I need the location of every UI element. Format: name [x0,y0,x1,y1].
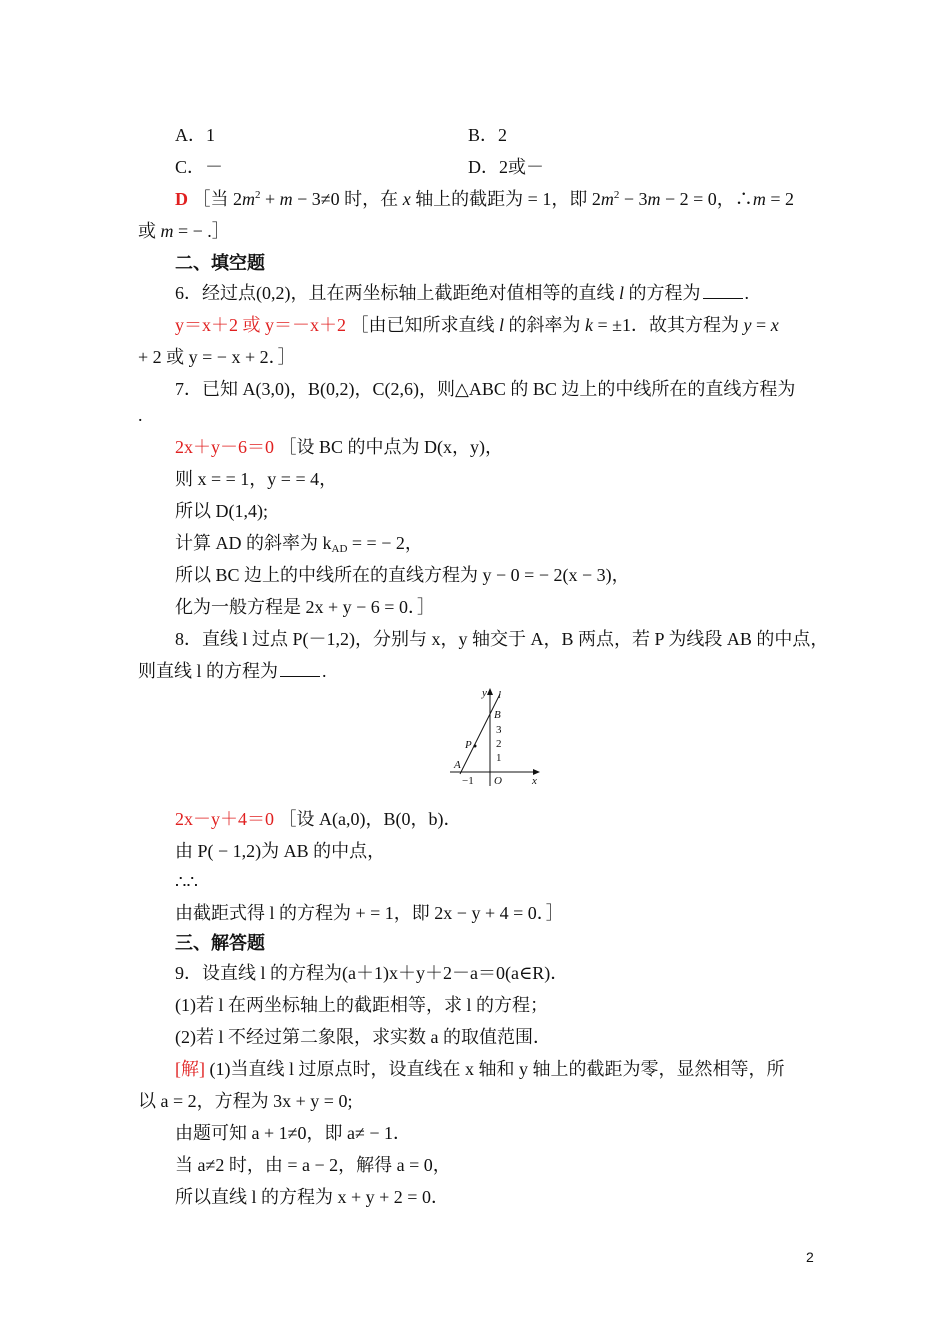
tick-minus-1: −1 [462,775,474,787]
q5-answer-text: = 2 [765,189,794,209]
q7-answer-subscript: AD [331,543,348,555]
q5-option-b: B．2 [468,125,508,145]
q8-stem-text: . [322,661,327,681]
q9-solution-text: (1)当直线 l 过原点时，设直线在 x 轴和 y 轴上的截距为零，显然相等，所 [209,1059,785,1079]
q6-stem: 6．经过点(0,2)，且在两坐标轴上截距绝对值相等的直线 l 的方程为 . [175,283,750,303]
label-x: x [532,775,537,787]
q5-answer-text: − 2 = 0，∴ [660,189,753,209]
q6-answer-line1: y＝x＋2 或 y＝－x＋2 ［由已知所求直线 l 的斜率为 k = ±1．故其方程为 y = x [175,315,779,335]
q7-answer-line2: 则 x = = 1，y = = 4， [175,469,338,489]
label-p: P [465,739,472,751]
q5-answer-text: + [260,189,280,209]
label-b: B [494,709,501,721]
q7-answer-text: = = − 2， [347,533,423,553]
q6-answer-text: = [751,315,771,335]
q8-answer-red: 2x－y＋4＝0 [175,809,274,829]
q5-answer-text: ［当 2 [192,189,242,209]
q5-answer-text: 或 [138,221,161,241]
q6-answer-line2: + 2 或 y = − x + 2．］ [138,347,296,367]
label-y: y [482,687,487,699]
q9-solution-line1 [175,1058,785,1080]
label-origin: O [494,775,502,787]
q9-solution-line5: 所以直线 l 的方程为 x + y + 2 = 0． [175,1187,449,1207]
q8-answer-line3: ∴∴ [175,872,198,892]
tick-2: 2 [496,738,502,750]
q8-answer-text: ［设 A(a,0)，B(0，b)． [278,809,462,829]
line-l [460,694,500,774]
q5-option-a: A．1 [175,125,215,145]
page-number: 2 [806,1249,814,1265]
q5-answer-letter: D [175,189,188,209]
q7-answer-line5: 所以 BC 边上的中线所在的直线方程为 y − 0 = − 2(x − 3)， [175,565,630,585]
q7-answer-line6: 化为一般方程是 2x + y − 6 = 0．］ [175,597,435,617]
q9-solution-line2: 以 a = 2，方程为 3x + y = 0; [138,1091,353,1111]
answer-blank [280,662,320,677]
tick-1: 1 [496,752,502,764]
q7-stem-tail: . [138,405,143,425]
q9-stem: 9．设直线 l 的方程为(a＋1)x＋y＋2－a＝0(a∈R)． [175,963,569,983]
q8-stem-line1: 8．直线 l 过点 P(－1,2)，分别与 x，y 轴交于 A，B 两点，若 P 为线段 AB 的中点， [175,629,829,649]
y-axis-arrow-icon [487,688,493,695]
q5-answer-text: − 3 [619,189,648,209]
q9-solution-tag: [解] [175,1059,205,1079]
q9-part2: (2)若 l 不经过第二象限，求实数 a 的取值范围． [175,1027,551,1047]
q7-answer-text: 计算 AD 的斜率为 k [175,533,332,553]
q6-answer-text: 的斜率为 [504,315,586,335]
answer-blank [703,284,743,299]
q5-answer-line1: D ［当 $2m^2 + m - 3\ne 0$ 时，在 x 轴上的截距为 = 1，即 $2m^2 - 3m - 2 = 0$，∴m = 2 [175,189,794,209]
section-heading-fill-blank: 二、填空题 [175,253,265,273]
q6-stem-text: 的方程为 [624,283,701,303]
q8-stem-text: 则直线 l 的方程为 [138,661,279,681]
q6-answer-text: ［由已知所求直线 [350,315,499,335]
q8-answer-line2: 由 P( − 1,2)为 AB 的中点， [175,841,386,861]
q7-stem: 7．已知 A(3,0)，B(0,2)，C(2,6)，则△ABC 的 BC 边上的中线所在的直线方程为 [175,379,796,399]
section-heading-solutions: 三、解答题 [175,933,265,953]
q9-part1: (1)若 l 在两坐标轴上的截距相等，求 l 的方程； [175,995,548,1015]
q7-answer-red: 2x＋y－6＝0 [175,437,274,457]
q6-answer-red: y＝x＋2 或 y＝－x＋2 [175,315,346,335]
label-a: A [454,759,461,771]
q6-stem-text: . [744,283,750,303]
q8-answer-line4: 由截距式得 l 的方程为 + = 1，即 2x − y + 4 = 0．］ [175,903,564,923]
q7-answer-line3: 所以 D(1,4); [175,501,268,521]
q5-answer-line2: 或 m = − .］ [138,221,230,241]
q5-answer-text: = − .］ [173,221,230,241]
q5-answer-text: − 3≠0 时，在 [292,189,403,209]
tick-3: 3 [496,724,502,736]
label-l: l [498,689,502,701]
q6-answer-text: = ±1．故其方程为 [593,315,744,335]
q8-coordinate-figure [448,686,548,792]
q8-answer-line1 [175,808,461,830]
q7-answer-line1 [175,436,503,458]
q5-option-c: C．－ [175,157,224,177]
q9-solution-line3: 由题可知 a + 1≠0，即 a≠ − 1． [175,1123,412,1143]
q6-stem-text: 6．经过点(0,2)，且在两坐标轴上截距绝对值相等的直线 [175,283,619,303]
q9-solution-line4: 当 a≠2 时，由 = a − 2，解得 a = 0， [175,1155,451,1175]
q7-answer-text: ［设 BC 的中点为 D(x，y)， [278,437,503,457]
q8-stem-line2 [138,660,327,682]
q7-answer-line4 [175,532,423,554]
q5-option-d: D．2或－ [468,157,544,177]
q5-answer-text: 轴上的截距为 = 1，即 2 [410,189,601,209]
